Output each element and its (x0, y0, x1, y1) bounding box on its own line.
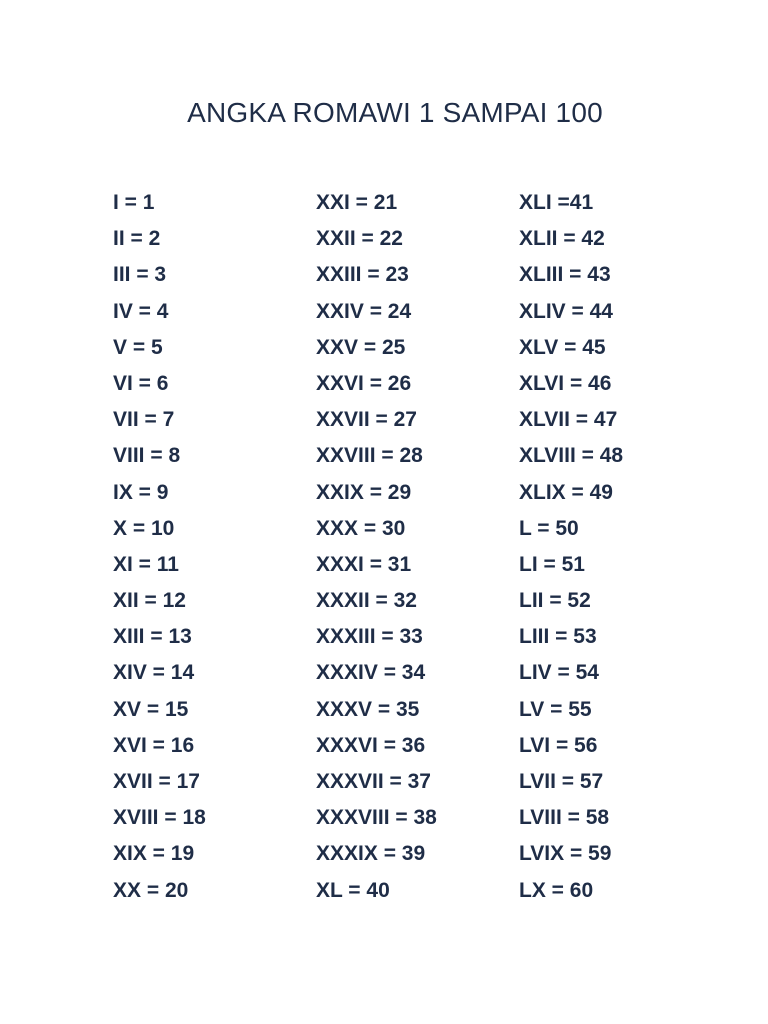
numeral-entry: XLVIII = 48 (519, 444, 624, 468)
numeral-entry: LX = 60 (519, 878, 594, 902)
numeral-entry: XXVIII = 28 (316, 444, 423, 468)
numeral-entry: XXVI = 26 (316, 371, 412, 395)
numeral-entry: XIX = 19 (113, 842, 195, 866)
numeral-entry: XXII = 22 (316, 227, 403, 251)
numeral-entry: XXVII = 27 (316, 408, 417, 432)
numeral-entry: XI = 11 (113, 552, 179, 576)
numeral-column-2 (316, 187, 437, 911)
numeral-entry: XXIII = 23 (316, 263, 409, 287)
numeral-columns (0, 187, 768, 927)
numeral-entry: XL = 40 (316, 878, 390, 902)
numeral-entry: XIII = 13 (113, 625, 192, 649)
numeral-entry: XX = 20 (113, 878, 189, 902)
numeral-entry: X = 10 (113, 516, 175, 540)
numeral-entry: XLV = 45 (519, 335, 606, 359)
numeral-entry: LVI = 56 (519, 733, 598, 757)
numeral-column-3 (519, 187, 623, 911)
numeral-column-1 (113, 187, 206, 911)
numeral-entry: XLIV = 44 (519, 299, 613, 323)
numeral-entry: I = 1 (113, 191, 155, 214)
numeral-entry: XXXVII = 37 (316, 770, 431, 793)
numeral-entry: XLII = 42 (519, 227, 605, 251)
numeral-entry: XXXIII = 33 (316, 625, 423, 649)
numeral-entry: L = 50 (519, 516, 579, 540)
numeral-entry: LV = 55 (519, 697, 592, 721)
numeral-entry: XXIX = 29 (316, 480, 412, 504)
numeral-entry: XXXV = 35 (316, 697, 420, 721)
numeral-entry: IX = 9 (113, 480, 169, 504)
numeral-entry: XIV = 14 (113, 661, 195, 685)
numeral-entry: LI = 51 (519, 552, 585, 576)
numeral-entry: LVIX = 59 (519, 842, 612, 866)
numeral-entry: LIV = 54 (519, 661, 599, 685)
numeral-entry: XVII = 17 (113, 770, 200, 793)
numeral-entry: VI = 6 (113, 371, 169, 395)
numeral-entry: LVII = 57 (519, 770, 604, 793)
numeral-entry: XV = 15 (113, 697, 189, 721)
numeral-entry: V = 5 (113, 335, 163, 359)
numeral-entry: VIII = 8 (113, 444, 181, 468)
numeral-entry: XVI = 16 (113, 733, 195, 757)
numeral-entry: XLIII = 43 (519, 263, 611, 287)
numeral-entry: XXXVIII = 38 (316, 806, 437, 830)
numeral-entry: XXI = 21 (316, 191, 398, 214)
numeral-entry: LIII = 53 (519, 625, 597, 649)
numeral-entry: XXXI = 31 (316, 552, 412, 576)
numeral-entry: VII = 7 (113, 408, 175, 432)
page-title: ANGKA ROMAWI 1 SAMPAI 100 (187, 97, 603, 128)
numeral-entry: XLI =41 (519, 191, 594, 214)
numeral-entry: XXXIV = 34 (316, 661, 426, 685)
numeral-entry: XXIV = 24 (316, 299, 412, 323)
numeral-entry: XXXVI = 36 (316, 733, 426, 757)
numeral-entry: IV = 4 (113, 299, 169, 323)
numeral-entry: XXXII = 32 (316, 589, 417, 613)
numeral-entry: XXX = 30 (316, 516, 406, 540)
numeral-entry: XVIII = 18 (113, 806, 206, 830)
numeral-entry: LVIII = 58 (519, 806, 610, 830)
numeral-entry: XII = 12 (113, 589, 186, 613)
numeral-entry: III = 3 (113, 263, 167, 287)
numeral-entry: LII = 52 (519, 589, 591, 613)
numeral-entry: XLVII = 47 (519, 408, 618, 432)
numeral-entry: XXXIX = 39 (316, 842, 426, 866)
numeral-entry: II = 2 (113, 227, 161, 251)
numeral-entry: XXV = 25 (316, 335, 406, 359)
numeral-entry: XLVI = 46 (519, 371, 612, 395)
numeral-entry: XLIX = 49 (519, 480, 613, 504)
